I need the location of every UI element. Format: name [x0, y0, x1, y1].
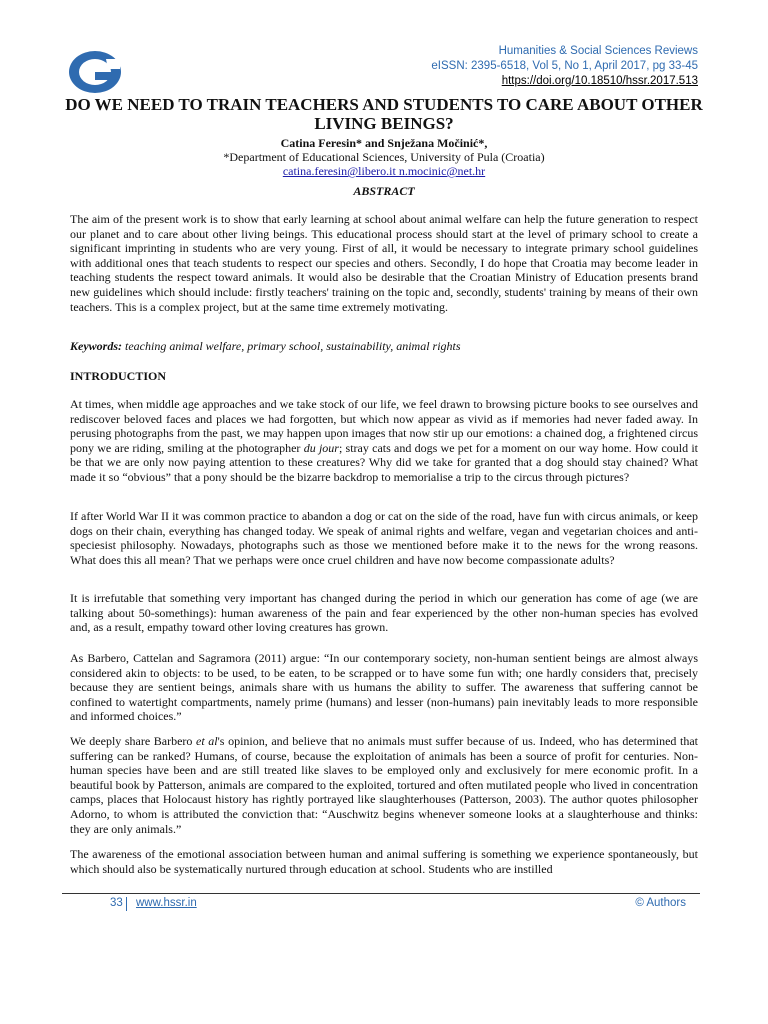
- journal-name: Humanities & Social Sciences Reviews: [498, 45, 698, 57]
- footer-separator: [126, 897, 127, 911]
- abstract-text: The aim of the present work is to show that early learning at school about animal welfare can help the future generation to respect our planet and to care about other living beings. This educational process should start at the level of primary school to create a significant imprinting in students who are very young. First of all, it would be necessary to integrate primary school guidelines with additional ones that teach students to respect our species and others. Secondly, I do hope that Croatia may become leader in teaching students the respect toward animals. It would also be desirable that the Croatian Ministry of Education presents brand new guidelines which should include: firstly teachers' training on the topic and, secondly, students' training by means of their own teachers. This is a complex project, but at the same time extremely motivating.: [70, 212, 698, 314]
- intro-p1-italic: du jour: [303, 440, 339, 455]
- keywords-label: Keywords:: [70, 339, 122, 353]
- intro-p5-italic: et al: [196, 734, 218, 748]
- copyright-notice: © Authors: [635, 897, 686, 909]
- website-link[interactable]: www.hssr.in: [136, 897, 197, 909]
- author-block: [40, 136, 728, 178]
- intro-paragraph-2: If after World War II it was common practice to abandon a dog or cat on the side of the road, have fun with circus animals, or keep dogs on their chain, everything has changed today. We speak of animal rights and welfare, vegan and vegetarian choices and anti-speciesist philosophy. Nowadays, photographs such as those we mentioned before make it to the news for the wrong reasons. What does this all mean? That we perhaps were once cruel children and have now become compassionate adults?: [70, 509, 698, 567]
- intro-paragraph-5: [70, 734, 698, 836]
- author-affiliation: *Department of Educational Sciences, University of Pula (Croatia): [223, 150, 545, 164]
- page-footer: [62, 897, 700, 913]
- intro-p1-text-b: ; stray cats and dogs we pet for a moment on our way home. How could it be that we are only now paying attention to these creatures? Why did we take for granted that a dog should stay chained? What made it so “obvious” that a pony should be the bizarre backdrop to memorialise a trip to the circus through pictures?: [70, 440, 699, 484]
- doi-link[interactable]: https://doi.org/10.18510/hssr.2017.513: [501, 75, 698, 87]
- author-emails[interactable]: catina.feresin@libero.it n.mocinic@net.hr: [282, 164, 486, 178]
- intro-p1-text-a: At times, when middle age approaches and we take stock of our life, we feel drawn to browsing picture books to see ourselves and rediscover beloved faces and places we had forgotten, but which now appear as vivid as if memories had never faded away. In perusing photographs from the past, we may happen upon images that now stir up our emotions: a chained dog, a frightened circus pony we are riding, smiling at the photographer: [70, 397, 698, 455]
- intro-paragraph-1: [70, 397, 698, 485]
- intro-paragraph-3: It is irrefutable that something very important has changed during the period in which our generation has come of age (we are talking about 50-somethings): human awareness of the pain and fear experienced by the other non-human species has evolved and, as a result, empathy toward other loving creatures has grown.: [70, 591, 698, 635]
- journal-header: [431, 44, 698, 89]
- paper-title: DO WE NEED TO TRAIN TEACHERS AND STUDENTS TO CARE ABOUT OTHER LIVING BEINGS?: [65, 95, 703, 133]
- intro-paragraph-4: As Barbero, Cattelan and Sagramora (2011) argue: “In our contemporary society, non-human sentient beings are almost always considered akin to objects: to be used, to be eaten, to be scrapped or to have some fun with; one hardly considers that, precisely because they are sentient beings, animals share with us humans the ability to suffer. The awareness that suffering cannot be confined to watertight compartments, namely prime (humans) and lesser (non-humans) pain inevitably leads to more responsible and informed choices.”: [70, 651, 698, 724]
- footer-divider: [62, 893, 700, 894]
- intro-p5-text-b: 's opinion, and believe that no animals must suffer because of us. Indeed, who has determined that suffering can be ranked? Humans, of course, because the exploitation of animals has been a source of profit for centuries. Non-human species have been and are still treated like slaves to be employed only and exclusively for mere economic profit. In a beautiful book by Patterson, animals are compared to the exploited, tortured and often mutilated people who lived in concentration camps, places that Holocaust history has rightly portrayed like slaughterhouses (Patterson, 2003). The author quotes philosopher Adorno, to whom is attributed the conviction that: “Auschwitz begins whenever someone looks at a slaughterhouse and thinks: they are only animals.”: [70, 734, 698, 836]
- author-names: Catina Feresin* and Snježana Močinić*,: [280, 136, 488, 150]
- keywords-text: teaching animal welfare, primary school, sustainability, animal rights: [125, 339, 461, 353]
- journal-issn: eISSN: 2395-6518, Vol 5, No 1, April 2017, pg 33-45: [431, 60, 698, 72]
- journal-logo: [68, 50, 122, 94]
- abstract-heading: ABSTRACT: [353, 184, 415, 198]
- page-number: 33: [110, 897, 123, 909]
- intro-p5-text-a: We deeply share Barbero: [70, 734, 193, 748]
- keywords: [70, 339, 698, 354]
- introduction-heading: INTRODUCTION: [70, 369, 167, 383]
- intro-paragraph-6: The awareness of the emotional association between human and animal suffering is something we experience spontaneously, but which should also be systematically nurtured through education at school. Students who are instilled: [70, 847, 698, 876]
